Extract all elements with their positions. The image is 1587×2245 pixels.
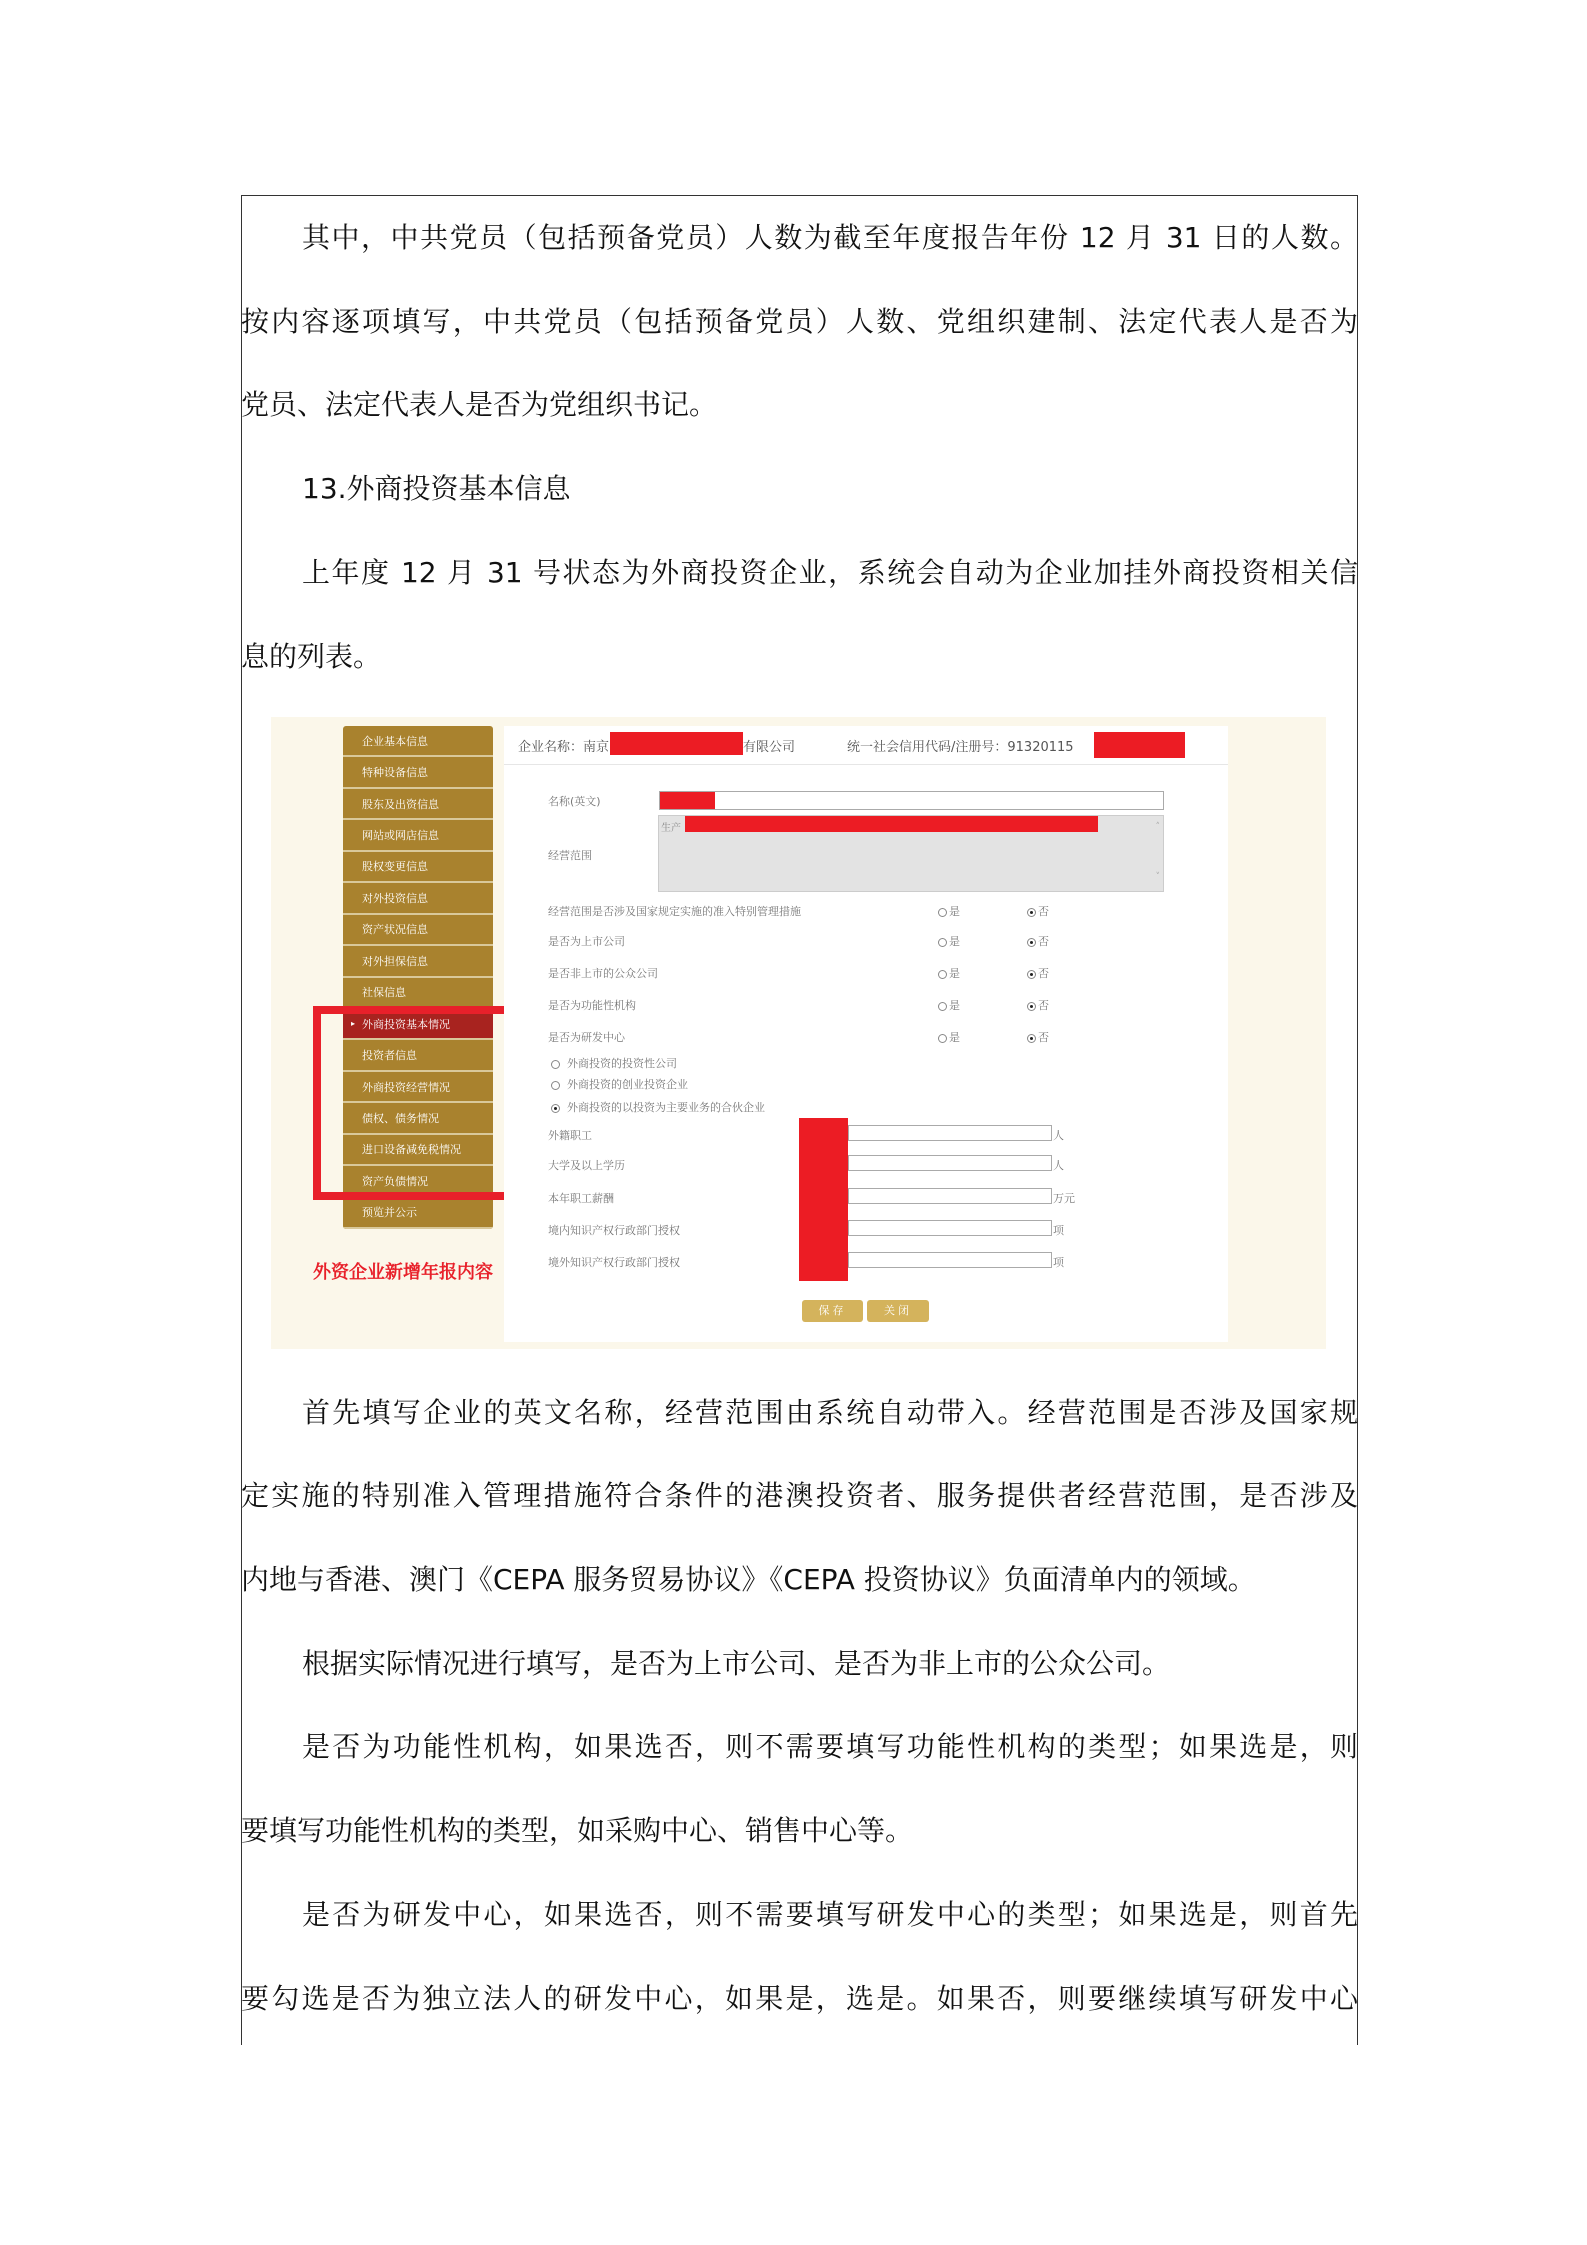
sidebar-item[interactable]: 对外投资信息	[343, 883, 493, 914]
unit-label: 人	[1053, 1159, 1064, 1172]
type-option[interactable]: 外商投资的投资性公司	[551, 1055, 677, 1071]
radio-icon[interactable]	[551, 1060, 560, 1069]
form-panel	[504, 726, 1228, 1342]
radio-checked-icon[interactable]	[1027, 970, 1036, 979]
radio-no[interactable]: 否	[1027, 1029, 1049, 1045]
scroll-down-icon[interactable]: ˅	[1155, 872, 1160, 882]
scope-textarea[interactable]	[658, 815, 1164, 892]
paragraph-line: 要勾选是否为独立法人的研发中心，如果是，选是。如果否，则要继续填写研发中心	[241, 1982, 1358, 2015]
redaction	[1094, 732, 1185, 758]
yesno-label: 是否为研发中心	[548, 1031, 625, 1044]
scope-label: 经营范围	[548, 849, 592, 862]
annotation-label: 外资企业新增年报内容	[313, 1262, 493, 1283]
sidebar-item[interactable]: 债权、债务情况	[343, 1103, 493, 1134]
numeric-input[interactable]	[848, 1125, 1052, 1141]
highlight-box	[313, 1006, 515, 1200]
paragraph-line: 息的列表。	[241, 640, 382, 673]
numeric-input[interactable]	[848, 1188, 1052, 1204]
sidebar-item[interactable]: 对外担保信息	[343, 946, 493, 977]
sidebar-item[interactable]: 进口设备减免税情况	[343, 1135, 493, 1166]
numeric-input[interactable]	[848, 1155, 1052, 1171]
redaction	[685, 816, 1098, 832]
save-button[interactable]: 保存	[802, 1300, 863, 1322]
sidebar-item[interactable]: 资产负债情况	[343, 1166, 493, 1197]
credit-code-label: 统一社会信用代码/注册号：91320115	[847, 740, 1074, 755]
paragraph-line: 上年度 12 月 31 号状态为外商投资企业，系统会自动为企业加挂外商投资相关信	[302, 556, 1358, 589]
radio-icon[interactable]	[551, 1104, 560, 1113]
sidebar-item[interactable]: 股权变更信息	[343, 852, 493, 883]
yesno-label: 是否非上市的公众公司	[548, 967, 658, 980]
radio-checked-icon[interactable]	[1027, 938, 1036, 947]
paragraph-line: 根据实际情况进行填写，是否为上市公司、是否为非上市的公众公司。	[302, 1647, 1171, 1680]
radio-icon[interactable]	[938, 970, 947, 979]
numeric-label: 境外知识产权行政部门授权	[548, 1256, 680, 1269]
type-option[interactable]: 外商投资的以投资为主要业务的合伙企业	[551, 1099, 765, 1115]
paragraph-line: 按内容逐项填写，中共党员（包括预备党员）人数、党组织建制、法定代表人是否为	[241, 305, 1358, 338]
radio-no[interactable]: 否	[1027, 965, 1049, 981]
paragraph-line: 内地与香港、澳门《CEPA 服务贸易协议》《CEPA 投资协议》负面清单内的领域。	[241, 1563, 1256, 1596]
scope-prefix: 生产	[661, 823, 681, 834]
sidebar-item[interactable]: 外商投资经营情况	[343, 1072, 493, 1103]
scroll-up-icon[interactable]: ˄	[1155, 822, 1160, 832]
yesno-label: 是否为功能性机构	[548, 999, 636, 1012]
radio-no[interactable]: 否	[1027, 903, 1049, 919]
radio-no[interactable]: 否	[1027, 997, 1049, 1013]
sidebar-item[interactable]: 企业基本信息	[343, 726, 493, 757]
yesno-label: 是否为上市公司	[548, 935, 625, 948]
company-name-label: 企业名称：南京	[518, 740, 610, 755]
sidebar-item[interactable]: 特种设备信息	[343, 757, 493, 788]
name-en-input[interactable]	[659, 791, 1164, 810]
section-heading: 13.外商投资基本信息	[302, 472, 571, 505]
redaction	[799, 1118, 848, 1281]
sidebar-item[interactable]: 股东及出资信息	[343, 789, 493, 820]
paragraph-line: 定实施的特别准入管理措施符合条件的港澳投资者、服务提供者经营范围，是否涉及	[241, 1479, 1358, 1512]
paragraph-line: 首先填写企业的英文名称，经营范围由系统自动带入。经营范围是否涉及国家规	[302, 1396, 1358, 1429]
radio-yes[interactable]: 是	[938, 933, 960, 949]
paragraph-line: 是否为研发中心，如果选否，则不需要填写研发中心的类型；如果选是，则首先	[302, 1898, 1358, 1931]
name-en-label: 名称(英文)	[548, 795, 601, 808]
numeric-input[interactable]	[848, 1220, 1052, 1236]
radio-icon[interactable]	[938, 908, 947, 917]
paragraph-line: 党员、法定代表人是否为党组织书记。	[241, 388, 718, 421]
radio-no[interactable]: 否	[1027, 933, 1049, 949]
redaction	[610, 732, 743, 755]
numeric-label: 境内知识产权行政部门授权	[548, 1224, 680, 1237]
radio-yes[interactable]: 是	[938, 965, 960, 981]
unit-label: 项	[1053, 1224, 1064, 1237]
unit-label: 人	[1053, 1129, 1064, 1142]
unit-label: 项	[1053, 1256, 1064, 1269]
sidebar-item[interactable]: 投资者信息	[343, 1040, 493, 1071]
form-header	[504, 726, 1228, 765]
radio-checked-icon[interactable]	[1027, 908, 1036, 917]
radio-checked-icon[interactable]	[1027, 1002, 1036, 1011]
sidebar-item[interactable]: 资产状况信息	[343, 915, 493, 946]
sidebar-item[interactable]: ▸ 外商投资基本情况	[343, 1009, 493, 1040]
sidebar-item[interactable]: 网站或网店信息	[343, 820, 493, 851]
radio-icon[interactable]	[938, 1034, 947, 1043]
radio-checked-icon[interactable]	[1027, 1034, 1036, 1043]
numeric-input[interactable]	[848, 1252, 1052, 1268]
radio-yes[interactable]: 是	[938, 1029, 960, 1045]
unit-label: 万元	[1053, 1192, 1075, 1205]
company-suffix: 有限公司	[743, 740, 796, 755]
numeric-label: 大学及以上学历	[548, 1159, 625, 1172]
radio-yes[interactable]: 是	[938, 997, 960, 1013]
numeric-label: 外籍职工	[548, 1129, 592, 1142]
paragraph-line: 其中，中共党员（包括预备党员）人数为截至年度报告年份 12 月 31 日的人数。	[302, 221, 1358, 254]
yesno-label: 经营范围是否涉及国家规定实施的准入特别管理措施	[548, 905, 801, 918]
sidebar-item[interactable]: 社保信息	[343, 978, 493, 1009]
radio-icon[interactable]	[938, 1002, 947, 1011]
sidebar-item[interactable]: 预览并公示	[343, 1198, 493, 1229]
numeric-label: 本年职工薪酬	[548, 1192, 614, 1205]
type-option[interactable]: 外商投资的创业投资企业	[551, 1076, 688, 1092]
paragraph-line: 是否为功能性机构，如果选否，则不需要填写功能性机构的类型；如果选是，则	[302, 1730, 1358, 1763]
radio-icon[interactable]	[551, 1081, 560, 1090]
close-button[interactable]: 关闭	[867, 1300, 929, 1322]
radio-yes[interactable]: 是	[938, 903, 960, 919]
paragraph-line: 要填写功能性机构的类型，如采购中心、销售中心等。	[241, 1814, 914, 1847]
radio-icon[interactable]	[938, 938, 947, 947]
